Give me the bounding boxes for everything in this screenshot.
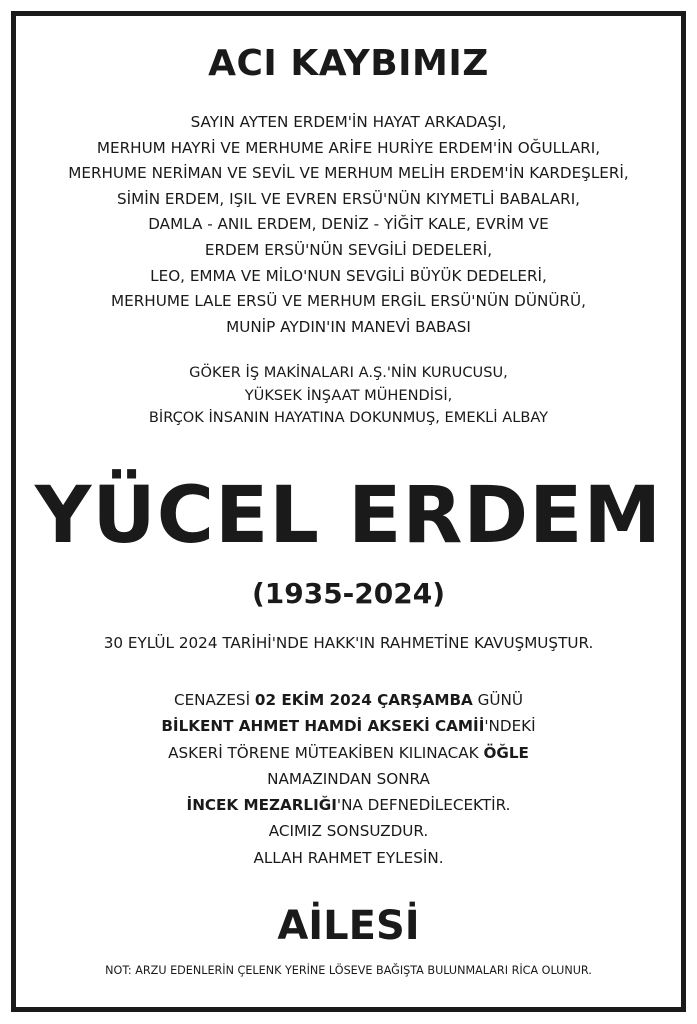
funeral-text: ASKERİ TÖRENE MÜTEAKİBEN KILINACAK (168, 743, 484, 762)
funeral-line: NAMAZINDAN SONRA (267, 769, 430, 788)
funeral-line (16, 713, 681, 739)
relation-line: ERDEM ERSÜ'NÜN SEVGİLİ DEDELERİ, (204, 240, 493, 259)
passing-date-line: 30 EYLÜL 2024 TARİHİ'NDE HAKK'IN RAHMETİNE KAVUŞMUŞTUR. (103, 634, 594, 652)
relations-list (16, 110, 681, 340)
funeral-date: 02 EKİM 2024 ÇARŞAMBA (254, 691, 473, 709)
description-line: BİRÇOK İNSANIN HAYATINA DOKUNMUŞ, EMEKLİ ALBAY (148, 409, 549, 427)
funeral-line (16, 740, 681, 766)
life-years: (1935-2024) (251, 577, 446, 610)
funeral-text: GÜNÜ (472, 691, 523, 709)
funeral-text: 'NDEKİ (484, 717, 536, 736)
funeral-details (16, 687, 681, 845)
footer-note: NOT: ARZU EDENLERİN ÇELENK YERİNE LÖSEVE BAĞIŞTA BULUNMALARI RİCA OLUNUR. (105, 964, 592, 977)
funeral-text: CENAZESİ (173, 691, 255, 709)
funeral-line: ACIMIZ SONSUZDUR. (268, 822, 429, 841)
prayer-time: ÖĞLE (483, 743, 529, 762)
description-line: GÖKER İŞ MAKİNALARI A.Ş.'NİN KURUCUSU, (189, 364, 508, 381)
relation-line: MERHUME LALE ERSÜ VE MERHUM ERGİL ERSÜ'NÜN DÜNÜRÜ, (111, 292, 586, 311)
relation-line: LEO, EMMA VE MİLO'NUN SEVGİLİ BÜYÜK DEDELERİ, (150, 266, 547, 285)
relation-line: MUNİP AYDIN'IN MANEVİ BABASI (226, 317, 471, 336)
cemetery-name: İNCEK MEZARLIĞI (186, 796, 337, 815)
relation-line: SAYIN AYTEN ERDEM'İN HAYAT ARKADAŞI, (190, 113, 507, 131)
relation-line: MERHUME NERİMAN VE SEVİL VE MERHUM MELİH ERDEM'İN KARDEŞLERİ, (68, 164, 629, 183)
deceased-description (16, 362, 681, 430)
description-line: YÜKSEK İNŞAAT MÜHENDİSİ, (244, 386, 453, 404)
mosque-name: BİLKENT AHMET HAMDİ AKSEKİ CAMİİ (161, 717, 485, 736)
family-signature: AİLESİ (277, 903, 420, 949)
funeral-text: 'NA DEFNEDİLECEKTİR. (336, 796, 511, 815)
prayer-line: ALLAH RAHMET EYLESİN. (253, 849, 444, 867)
deceased-name: YÜCEL ERDEM (34, 471, 663, 561)
notice-heading: ACI KAYBIMIZ (208, 43, 489, 84)
relation-line: DAMLA - ANIL ERDEM, DENİZ - YİĞİT KALE, EVRİM VE (148, 215, 549, 234)
funeral-line (16, 687, 681, 713)
relation-line: SİMİN ERDEM, IŞIL VE EVREN ERSÜ'NÜN KIYMETLİ BABALARI, (117, 189, 580, 208)
relation-line: MERHUM HAYRİ VE MERHUME ARİFE HURİYE ERDEM'İN OĞULLARI, (96, 138, 601, 157)
funeral-line (16, 792, 681, 818)
